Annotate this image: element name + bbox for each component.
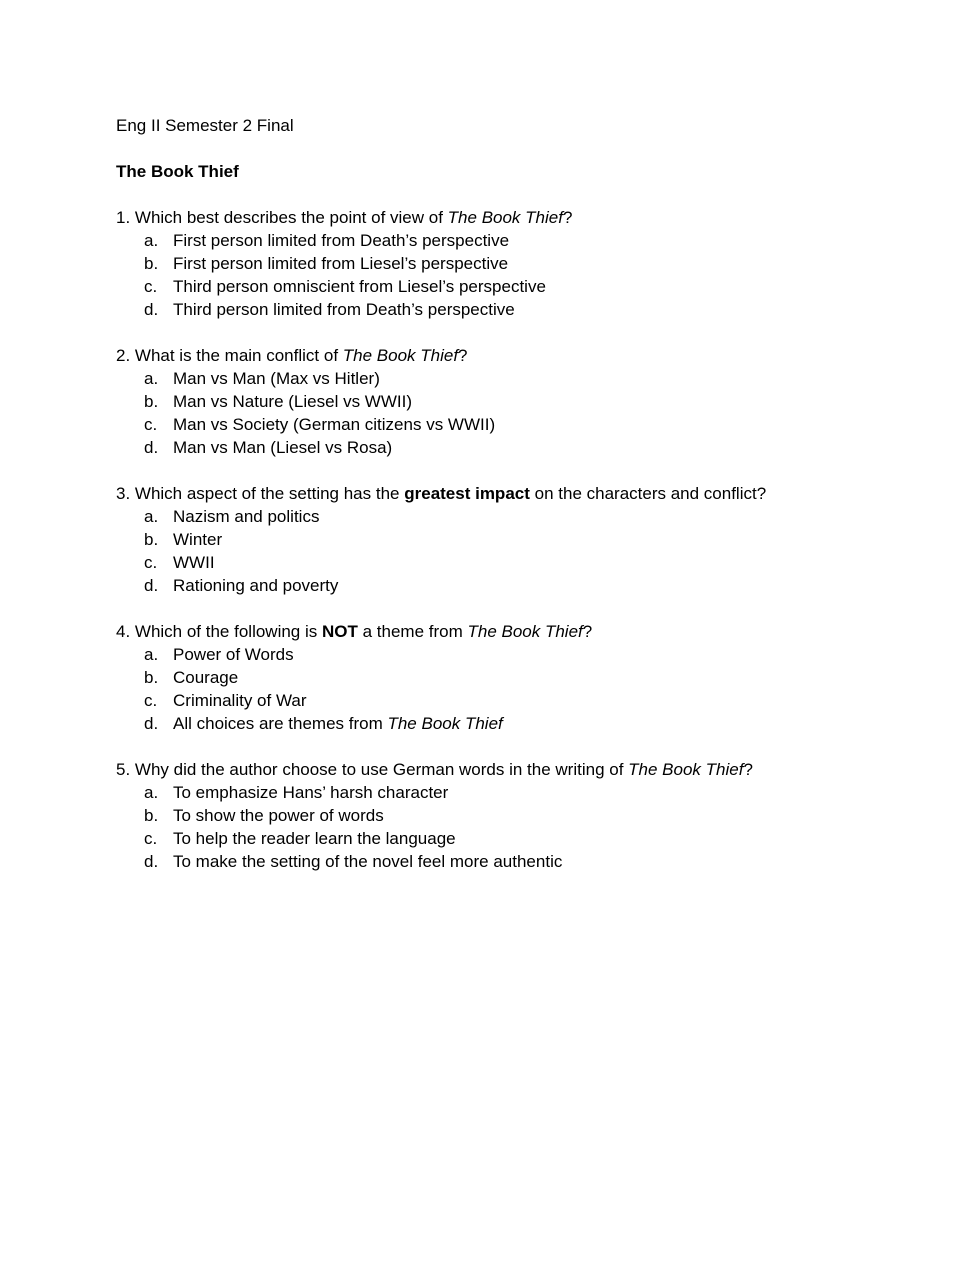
document-page (116, 114, 936, 896)
text-run: on the characters and conflict? (529, 484, 767, 503)
question-stem (116, 206, 936, 229)
text-run: a theme from (357, 622, 468, 641)
answer-choice (116, 827, 936, 850)
answer-choice (116, 390, 936, 413)
choice-letter: b. (144, 392, 159, 411)
choice-letter: d. (144, 852, 159, 871)
text-run: 5. Why did the author choose to use German words in the writing of (116, 760, 629, 779)
choice-letter: c. (144, 691, 158, 710)
answer-choice (116, 252, 936, 275)
text-run: Courage (173, 668, 239, 687)
text-run: Man vs Society (German citizens vs WWII) (173, 415, 496, 434)
text-run: ? (743, 760, 753, 779)
italic-title: The Book Thief (467, 622, 583, 641)
answer-choice (116, 229, 936, 252)
choice-letter: a. (144, 507, 159, 526)
choice-letter: c. (144, 553, 158, 572)
choice-letter: c. (144, 415, 158, 434)
choice-letter: d. (144, 576, 159, 595)
answer-choice (116, 367, 936, 390)
bold-text: greatest impact (404, 484, 530, 503)
document-title: The Book Thief (116, 162, 239, 181)
text-run: 4. Which of the following is (116, 622, 322, 641)
answer-choice (116, 275, 936, 298)
choice-letter: b. (144, 668, 159, 687)
answer-choice (116, 436, 936, 459)
text-run: To emphasize Hans’ harsh character (173, 783, 449, 802)
text-run: Power of Words (173, 645, 294, 664)
text-run: Winter (173, 530, 223, 549)
answer-choice (116, 666, 936, 689)
italic-title: The Book Thief (342, 346, 459, 365)
bold-text: NOT (321, 622, 358, 641)
answer-choice (116, 850, 936, 873)
text-run: WWII (173, 553, 215, 572)
text-run: To make the setting of the novel feel more authentic (173, 852, 563, 871)
answer-choice (116, 528, 936, 551)
text-run: ? (582, 622, 593, 641)
choice-letter: a. (144, 783, 159, 802)
text-run: Man vs Man (Max vs Hitler) (173, 369, 380, 388)
question-3 (116, 482, 936, 597)
answer-choice (116, 643, 936, 666)
answer-choice (116, 712, 936, 735)
text-run: Third person limited from Death’s perspective (173, 300, 515, 319)
italic-title: The Book Thief (628, 760, 744, 779)
text-run: All choices are themes from (173, 714, 388, 733)
choice-letter: d. (144, 438, 159, 457)
text-run: Man vs Nature (Liesel vs WWII) (173, 392, 412, 411)
choice-letter: b. (144, 530, 159, 549)
choice-letter: a. (144, 645, 159, 664)
italic-title: The Book Thief (447, 208, 563, 227)
text-run: 2. What is the main conflict of (116, 346, 343, 365)
question-2 (116, 344, 936, 459)
text-run: ? (562, 208, 573, 227)
choice-letter: b. (144, 254, 159, 273)
question-stem (116, 344, 936, 367)
choice-letter: b. (144, 806, 159, 825)
text-run: Man vs Man (Liesel vs Rosa) (173, 438, 393, 457)
answer-choice (116, 298, 936, 321)
text-run: To help the reader learn the language (173, 829, 456, 848)
answer-choice (116, 804, 936, 827)
question-4 (116, 620, 936, 735)
text-run: 1. Which best describes the point of view of (116, 208, 448, 227)
question-1 (116, 206, 936, 321)
answer-choice (116, 551, 936, 574)
text-run: First person limited from Liesel’s perspective (173, 254, 509, 273)
text-run: To show the power of words (173, 806, 384, 825)
text-run: Third person omniscient from Liesel’s perspective (173, 277, 546, 296)
question-stem (116, 620, 936, 643)
answer-choice (116, 689, 936, 712)
question-stem (116, 758, 936, 781)
choice-letter: a. (144, 231, 159, 250)
choice-letter: d. (144, 300, 159, 319)
text-run: Rationing and poverty (173, 576, 339, 595)
choice-letter: c. (144, 829, 158, 848)
text-run: First person limited from Death’s perspective (173, 231, 510, 250)
choice-letter: d. (144, 714, 159, 733)
italic-title: The Book Thief (387, 714, 503, 733)
text-run: Criminality of War (173, 691, 307, 710)
answer-choice (116, 413, 936, 436)
question-5 (116, 758, 936, 873)
choice-letter: c. (144, 277, 158, 296)
text-run: 3. Which aspect of the setting has the (116, 484, 405, 503)
question-list (116, 206, 936, 873)
choice-letter: a. (144, 369, 159, 388)
text-run: ? (458, 346, 468, 365)
answer-choice (116, 574, 936, 597)
answer-choice (116, 781, 936, 804)
question-stem (116, 482, 936, 505)
text-run: Nazism and politics (173, 507, 320, 526)
answer-choice (116, 505, 936, 528)
document-header: Eng II Semester 2 Final (116, 116, 294, 135)
